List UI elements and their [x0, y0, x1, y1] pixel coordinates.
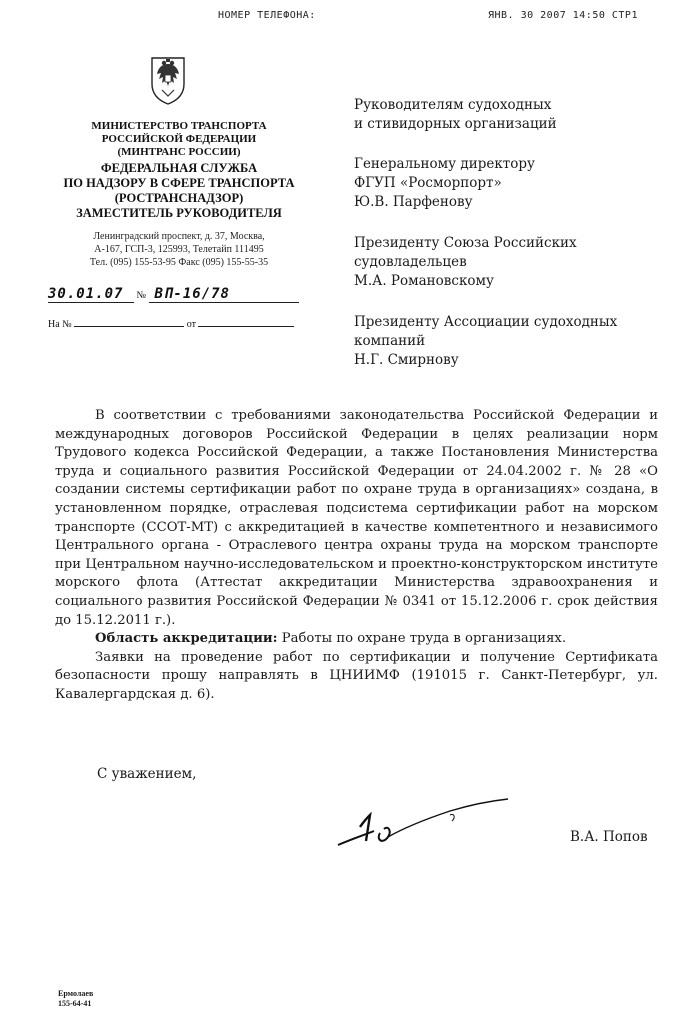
recipient-line: Н.Г. Смирнову: [354, 352, 459, 368]
service-line: ФЕДЕРАЛЬНАЯ СЛУЖБА: [100, 161, 258, 175]
recipient-line: Генеральному директору: [354, 156, 535, 172]
recipient-block: [354, 96, 557, 134]
recipient-line: Руководителям судоходных: [354, 97, 552, 113]
scope-value: Работы по охране труда в организациях.: [277, 631, 567, 647]
registration-line: [48, 286, 299, 303]
fax-datetime-page: ЯНВ. 30 2007 14:50 СТР1: [488, 10, 638, 21]
closing-phrase: С уважением,: [97, 766, 197, 782]
ministry-block: [40, 120, 318, 159]
executor-name: Ермолаев: [58, 989, 94, 998]
address-block: [40, 230, 318, 269]
recipient-line: Президенту Ассоциации судоходных: [354, 314, 618, 330]
signer-name: В.А. Попов: [570, 829, 648, 845]
ref-number-blank: [74, 316, 184, 327]
recipient-line: и стивидорных организаций: [354, 116, 557, 132]
accreditation-scope: [55, 630, 658, 649]
coat-of-arms-icon: [148, 50, 188, 106]
executor-phone: 155-64-41: [58, 999, 92, 1008]
service-line: (РОСТРАНСНАДЗОР): [114, 191, 244, 205]
ministry-line: РОССИЙСКОЙ ФЕДЕРАЦИИ: [101, 133, 257, 145]
ref-date-blank: [198, 316, 294, 327]
service-line: ПО НАДЗОРУ В СФЕРЕ ТРАНСПОРТА: [63, 176, 295, 190]
recipient-line: компаний: [354, 333, 426, 349]
executor-note: [58, 989, 93, 1009]
ministry-line: МИНИСТЕРСТВО ТРАНСПОРТА: [91, 120, 267, 132]
recipient-line: судовладельцев: [354, 254, 467, 270]
recipient-line: Президенту Союза Российских: [354, 235, 577, 251]
ref-label: На №: [48, 319, 72, 330]
body-paragraph: Заявки на проведение работ по сертификации и получение Сертификата безопасности прошу направлять в ЦНИИМФ (191015 г. Санкт-Петербург, ул. Кавалергардская д. 6).: [55, 649, 658, 702]
recipient-block: [354, 234, 577, 291]
service-line: ЗАМЕСТИТЕЛЬ РУКОВОДИТЕЛЯ: [76, 206, 282, 220]
from-label: от: [186, 319, 196, 330]
scope-label: Область аккредитации:: [95, 631, 278, 647]
recipient-line: Ю.В. Парфенову: [354, 194, 473, 210]
address-line: Ленинградский проспект, д. 37, Москва,: [93, 231, 265, 242]
reg-date: 30.01.07: [48, 286, 124, 302]
recipient-block: [354, 313, 617, 370]
reg-date-field: [48, 286, 134, 303]
address-line: А-167, ГСП-3, 125993, Телетайп 111495: [94, 244, 264, 255]
reg-no-label: №: [136, 290, 147, 301]
reg-number: ВП-16/78: [154, 286, 230, 302]
signature-icon: [330, 795, 520, 855]
address-line: Тел. (095) 155-53-95 Факс (095) 155-55-35: [89, 257, 269, 268]
recipient-block: [354, 155, 535, 212]
reference-line: [48, 316, 294, 330]
ministry-line: (МИНТРАНС РОССИИ): [117, 146, 241, 158]
recipient-line: ФГУП «Росморпорт»: [354, 175, 502, 191]
reg-number-field: [149, 286, 299, 303]
letter-body: [55, 407, 658, 705]
recipient-line: М.А. Романовскому: [354, 273, 494, 289]
service-block: [40, 161, 318, 221]
fax-phone-label: НОМЕР ТЕЛЕФОНА:: [218, 10, 316, 21]
body-paragraph: В соответствии с требованиями законодательства Российской Федерации и международных договоров Российской Федерации в целях реализации норм Трудового кодекса Российской Федерации, а также Постановления Министерства труда и социального развития Российской Федерации от 24.04.2002 г. № 28 «О создании системы сертификации работ по охране труда в организациях» создана, в установленном порядке, отраслевая подсистема сертификации работ на морском транспорте (ССОТ-МТ) с аккредитацией в качестве компетентного и независимого Центрального органа - Отраслевого центра охраны труда на морском транспорте при Центральном научно-исследовательском и проектно-конструкторском институте морского флота (Аттестат аккредитации Министерства здравоохранения и социального развития Российской Федерации № 0341 от 15.12.2006 г. срок действия до 15.12.2011 г.).: [55, 408, 658, 628]
